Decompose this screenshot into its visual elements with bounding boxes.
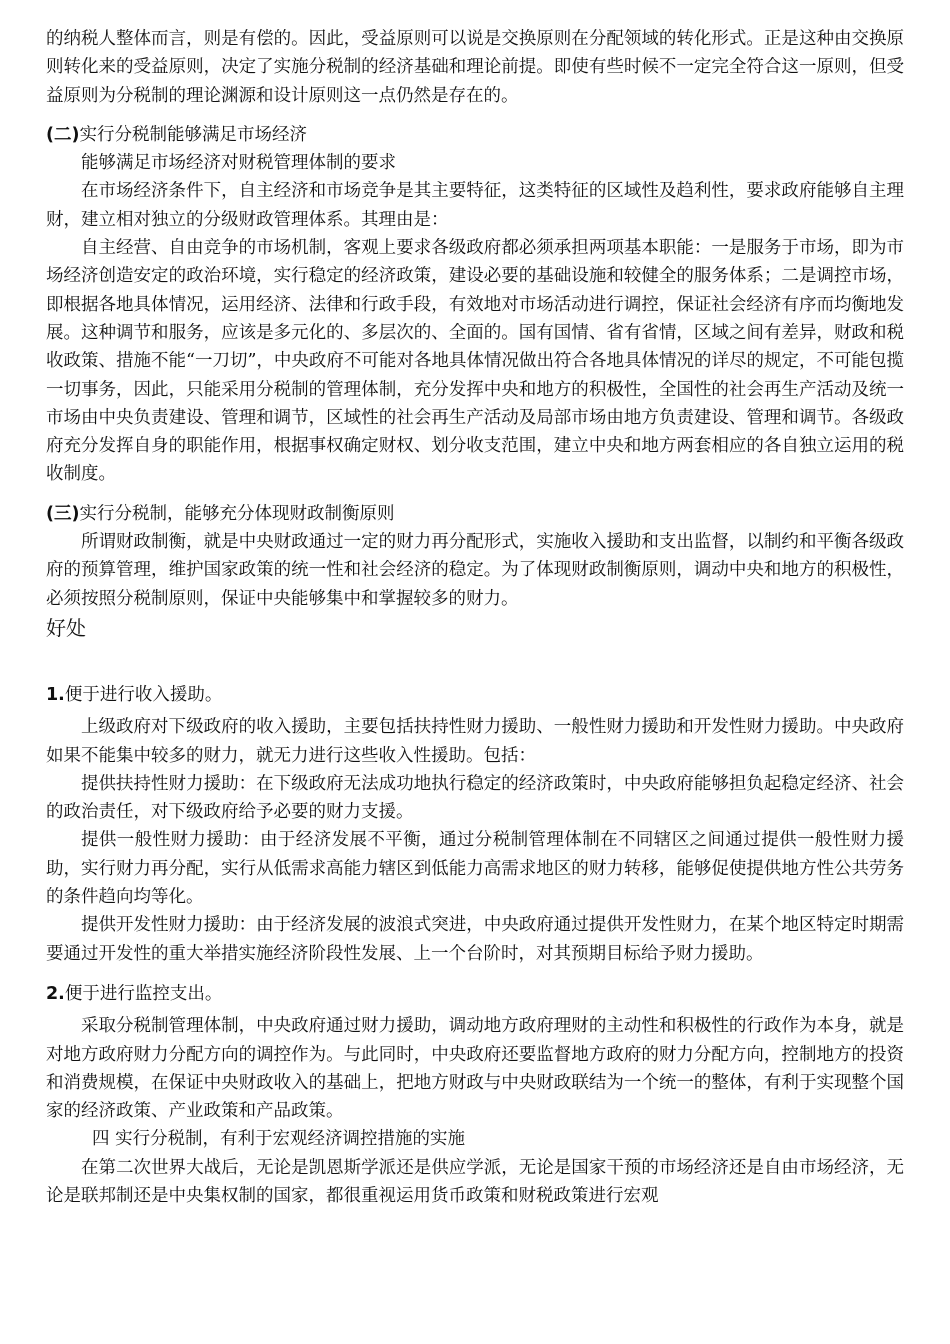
section-2-heading [46, 121, 904, 149]
item-2-heading [46, 980, 904, 1008]
spacer [46, 643, 904, 681]
section-2-subtitle: 能够满足市场经济对财税管理体制的要求 [81, 153, 396, 174]
section-2-paragraph: 自主经营、自由竞争的市场机制，客观上要求各级政府都必须承担两项基本职能：一是服务于市场，即为市场经济创造安定的政治环境，实行稳定的经济政策，建设必要的基础设施和较健全的服务体系；二是调控市场，即根据各地具体情况，运用经济、法律和行政手段，有效地对市场活动进行调控，保证社会经济有序而均衡地发展。这种调节和服务，应该是多元化的、多层次的、全面的。国有国情、省有省情，区域之间有差异，财政和税收政策、措施不能“一刀切”，中央政府不可能对各地具体情况做出符合各地具体情况的详尽的规定，不可能包揽一切事务，因此，只能采用分税制的管理体制，充分发挥中央和地方的积极性，全国性的社会再生产活动及统一市场由中央负责建设、管理和调节，区域性的社会再生产活动及局部市场由地方负责建设、管理和调节。各级政府充分发挥自身的职能作用，根据事权确定财权、划分收支范围，建立中央和地方两套相应的各自独立运用的税收制度。 [46, 238, 904, 485]
item-2-paragraph: 采取分税制管理体制，中央政府通过财力援助，调动地方政府理财的主动性和积极性的行政作为本身，就是对地方政府财力分配方向的调控作为。与此同时，中央政府还要监督地方政府的财力分配方向，控制地方的投资和消费规模，在保证中央财政收入的基础上，把地方财政与中央财政联结为一个统一的整体，有利于实现整个国家的经济政策、产业政策和产品政策。 [46, 1016, 904, 1122]
item-1-paragraph: 提供一般性财力援助：由于经济发展不平衡，通过分税制管理体制在不同辖区之间通过提供一般性财力援助，实行财力再分配，实行从低需求高能力辖区到低能力高需求地区的财力转移，能够促使提供地方性公共劳务的条件趋向均等化。 [46, 830, 904, 908]
item-1-number: 1. [46, 684, 65, 705]
item-1-paragraph: 上级政府对下级政府的收入援助，主要包括扶持性财力援助、一般性财力援助和开发性财力援助。中央政府如果不能集中较多的财力，就无力进行这些收入性援助。包括： [46, 717, 904, 766]
item-2-number: 2. [46, 983, 65, 1004]
benefits-heading: 好处 [46, 615, 86, 640]
section-2-paragraph: 在市场经济条件下，自主经济和市场竞争是其主要特征，这类特征的区域性及趋利性，要求政府能够自主理财，建立相对独立的分级财政管理体系。其理由是： [46, 181, 904, 230]
section-3-number: (三) [46, 503, 80, 524]
section-3-paragraph: 所谓财政制衡，就是中央财政通过一定的财力再分配形式，实施收入援助和支出监督，以制约和平衡各级政府的预算管理，维护国家政策的统一性和社会经济的稳定。为了体现财政制衡原则，调动中央和地方的积极性，必须按照分税制原则，保证中央能够集中和掌握较多的财力。 [46, 532, 904, 609]
item-1-paragraph: 提供扶持性财力援助：在下级政府无法成功地执行稳定的经济政策时，中央政府能够担负起稳定经济、社会的政治责任，对下级政府给予必要的财力支援。 [46, 773, 904, 823]
section-4-paragraph: 在第二次世界大战后，无论是凯恩斯学派还是供应学派，无论是国家干预的市场经济还是自由市场经济，无论是联邦制还是中央集权制的国家，都很重视运用货币政策和财税政策进行宏观 [46, 1157, 904, 1206]
section-3-title: 实行分税制，能够充分体现财政制衡原则 [79, 503, 395, 524]
section-2-number: (二) [46, 124, 80, 145]
spacer [46, 968, 904, 980]
item-2-title: 便于进行监控支出。 [64, 983, 223, 1004]
document-page [46, 25, 904, 1210]
spacer [46, 110, 904, 121]
section-2-title: 实行分税制能够满足市场经济 [79, 124, 307, 145]
section-4-heading: 四 实行分税制，有利于宏观经济调控措施的实施 [92, 1129, 466, 1150]
item-1-title: 便于进行收入援助。 [64, 684, 223, 705]
item-1-paragraph: 提供开发性财力援助：由于经济发展的波浪式突进，中央政府通过提供开发性财力，在某个地区特定时期需要通过开发性的重大举措实施经济阶段性发展、上一个台阶时，对其预期目标给予财力援助。 [46, 915, 904, 964]
intro-paragraph: 的纳税人整体而言，则是有偿的。因此，受益原则可以说是交换原则在分配领域的转化形式。正是这种由交换原则转化来的受益原则，决定了实施分税制的经济基础和理论前提。即使有些时候不一定完全符合这一原则，但受益原则为分税制的理论渊源和设计原则这一点仍然是存在的。 [46, 29, 904, 106]
spacer [46, 489, 904, 500]
section-3-heading [46, 500, 904, 528]
item-1-heading [46, 681, 904, 709]
